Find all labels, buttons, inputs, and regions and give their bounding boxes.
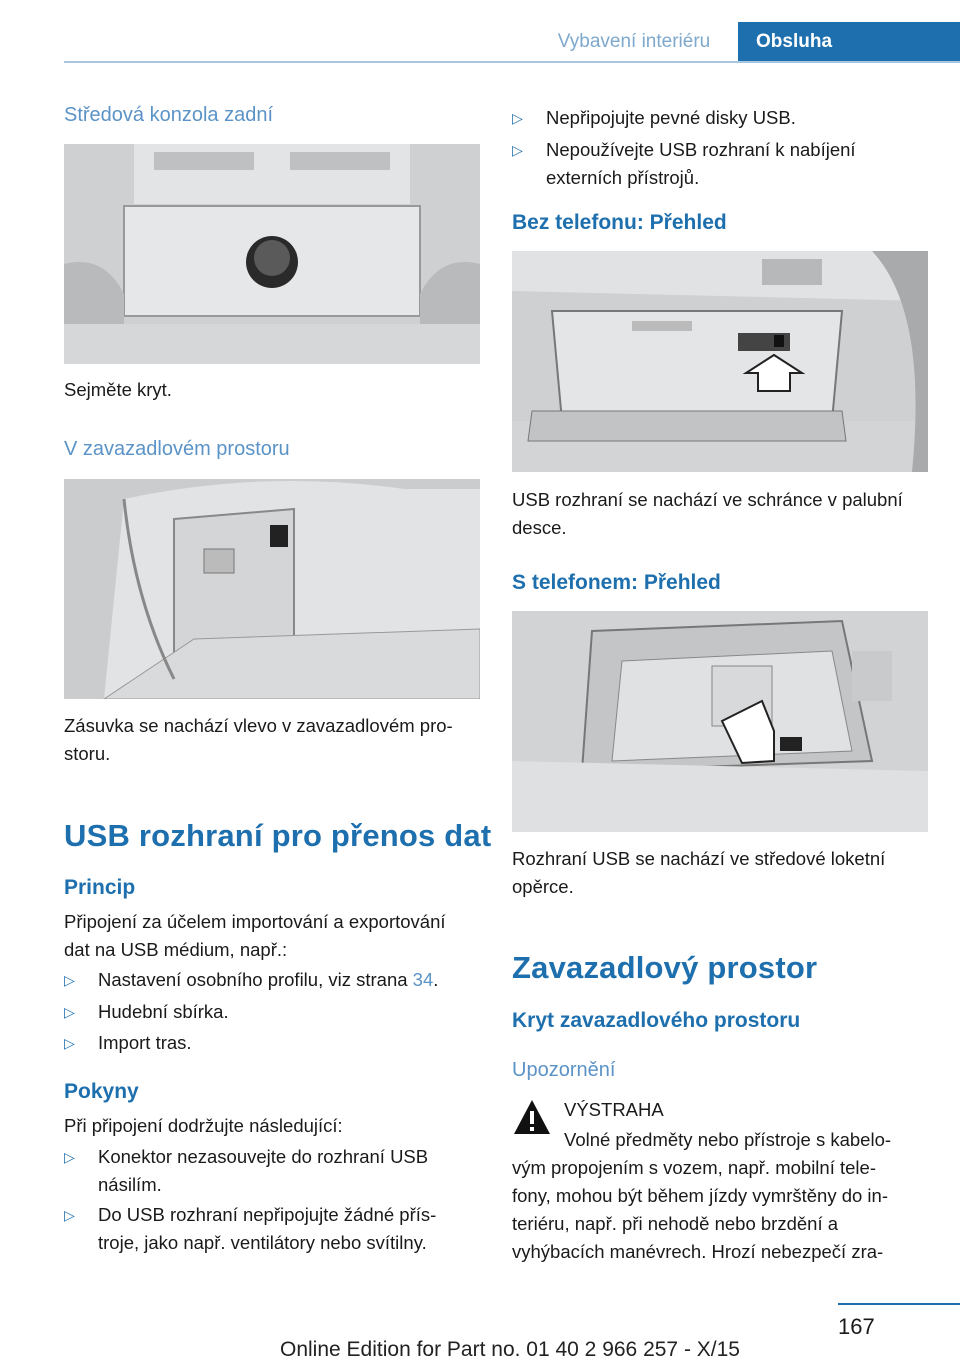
text-armrest-line1: Rozhraní USB se nachází ve středové loketní [512, 848, 886, 869]
list-item [64, 1201, 484, 1257]
footer-divider [838, 1303, 960, 1305]
heading-no-phone-overview: Bez telefonu: Přehled [512, 211, 727, 234]
bullet-line2: externích přístrojů. [546, 167, 700, 188]
triangle-bullet-icon: ▷ [64, 1035, 75, 1051]
list-item [64, 1143, 484, 1199]
warning-line: vým propojením s vozem, např. mobilní tele‐ [512, 1157, 876, 1178]
text-glovebox-line2: desce. [512, 517, 567, 538]
triangle-bullet-icon: ▷ [512, 142, 523, 158]
image-armrest-usb [512, 611, 928, 832]
heading-luggage-cover: Kryt zavazadlového prostoru [512, 1009, 801, 1032]
heading-rear-console: Středová konzola zadní [64, 104, 274, 126]
header-section-label: Vybavení interiéru [557, 31, 711, 52]
text-armrest-line2: opěrce. [512, 876, 574, 897]
bullet-line1: Nepoužívejte USB rozhraní k nabíjení [546, 139, 856, 160]
triangle-bullet-icon: ▷ [64, 1207, 75, 1223]
text-remove-cover: Sejměte kryt. [64, 379, 172, 400]
heading-principle: Princip [64, 876, 136, 899]
bullet-text: Nastavení osobního profilu, viz strana [98, 969, 413, 990]
text-socket-line2: storu. [64, 743, 111, 764]
triangle-bullet-icon: ▷ [64, 1149, 75, 1165]
bullet-text: Import tras. [98, 1032, 192, 1053]
bullet-text: Nepřipojujte pevné disky USB. [546, 107, 796, 128]
warning-line: Volné předměty nebo přístroje s kabelo‐ [564, 1129, 892, 1150]
header-tab-active[interactable]: Obsluha [738, 22, 960, 62]
list-item [512, 136, 932, 192]
bullet-text: Hudební sbírka. [98, 1001, 229, 1022]
text-glovebox-line1: USB rozhraní se nachází ve schránce v palubní [512, 489, 903, 510]
warning-title: VÝSTRAHA [564, 1099, 664, 1120]
bullet-line1: Konektor nezasouvejte do rozhraní USB [98, 1146, 429, 1167]
warning-line: fony, mohou být během jízdy vymrštěny do in‐ [512, 1185, 888, 1206]
triangle-bullet-icon: ▷ [64, 972, 75, 988]
header-divider [64, 61, 960, 63]
bullet-line2: násilím. [98, 1174, 162, 1195]
triangle-bullet-icon: ▷ [512, 110, 523, 126]
heading-notes: Pokyny [64, 1080, 139, 1103]
bullet-text-suffix: . [433, 969, 439, 990]
heading-usb-interface: USB rozhraní pro přenos dat [64, 818, 492, 853]
bullet-line1: Do USB rozhraní nepřipojujte žádné přís‐ [98, 1204, 437, 1225]
text-principle-line1: Připojení za účelem importování a exportování [64, 911, 446, 932]
text-principle-line2: dat na USB médium, např.: [64, 939, 288, 960]
triangle-bullet-icon: ▷ [64, 1004, 75, 1020]
bullet-line2: troje, jako např. ventilátory nebo svítilny. [98, 1232, 427, 1253]
image-rear-console [64, 144, 480, 364]
warning-triangle-icon [512, 1097, 552, 1142]
heading-with-phone-overview: S telefonem: Přehled [512, 571, 721, 594]
warning-line: teriéru, např. při nehodě nebo brzdění a [512, 1213, 839, 1234]
text-notes: Při připojení dodržujte následující: [64, 1115, 343, 1136]
heading-luggage-space: Zavazadlový prostor [512, 950, 818, 985]
footer-edition: Online Edition for Part no. 01 40 2 966 257 - X/15 [280, 1338, 740, 1361]
page-link[interactable]: 34 [412, 969, 434, 990]
text-socket-line1: Zásuvka se nachází vlevo v zavazadlovém pro‐ [64, 715, 453, 736]
image-glovebox-usb [512, 251, 928, 472]
page-number: 167 [838, 1314, 875, 1339]
heading-warning: Upozornění [512, 1059, 616, 1081]
warning-line: vyhýbacích manévrech. Hrozí nebezpečí zra‐ [512, 1241, 884, 1262]
image-luggage-socket [64, 479, 480, 699]
heading-luggage: V zavazadlovém prostoru [64, 438, 290, 460]
